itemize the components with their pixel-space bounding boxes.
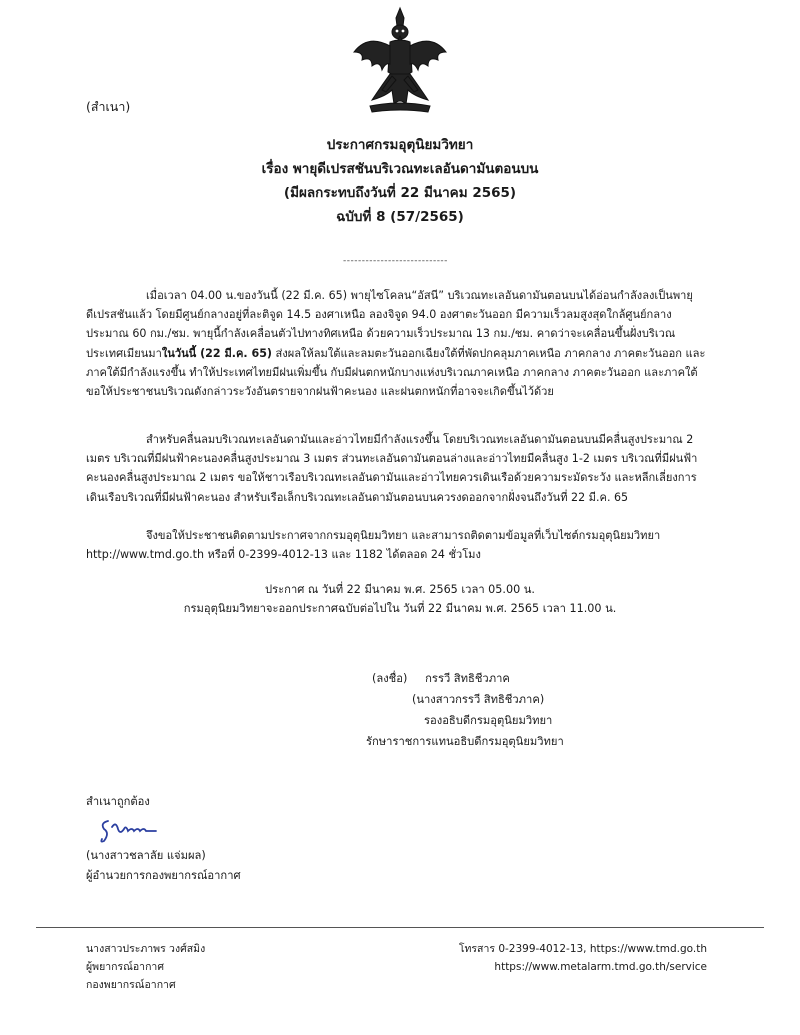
handwritten-signature-icon — [98, 817, 158, 845]
paragraph-line: คะนองคลื่นสูงประมาณ 2 เมตร ขอให้ชาวเรือบริเวณทะเลอันดามันและอ่าวไทยควรเดินเรือด้วยความระมัดระวัง และหลีกเลี่ยงการ — [86, 471, 697, 485]
signatory-block — [0, 668, 800, 752]
paragraph-line: ดีเปรสชันแล้ว โดยมีศูนย์กลางอยู่ที่ละติจูด 14.5 องศาเหนือ ลองจิจูด 94.0 องศาตะวันออก มีความเร็วลมสูงสุดใกล้ศูนย์กลาง — [86, 308, 672, 322]
paragraph-line: จึงขอให้ประชาชนติดตามประกาศจากกรมอุตุนิยมวิทยา และสามารถติดตามข้อมูลที่เว็บไซต์กรมอุตุนิยมวิทยา — [146, 529, 661, 542]
signatory-acting-position: รักษาราชการแทนอธิบดีกรมอุตุนิยมวิทยา — [366, 735, 564, 748]
paragraph-line: เมื่อเวลา 04.00 น.ของวันนี้ (22 มี.ค. 65) พายุไซโคลน“อัสนี” บริเวณทะเลอันดามันตอนบนได้อ่อนกำลังลงเป็นพายุ — [146, 289, 693, 302]
certified-copy-label: สำเนาถูกต้อง — [86, 795, 150, 808]
footer-forecaster — [86, 940, 205, 994]
signatory-position: รองอธิบดีกรมอุตุนิยมวิทยา — [424, 714, 553, 727]
paragraph-line: ประมาณ 60 กม./ชม. พายุนี้กำลังเคลื่อนตัวไปทางทิศเหนือ ด้วยความเร็วประมาณ 13 กม./ชม. คาดว่าจะเคลื่อนขึ้นฝั่งบริเวณ — [86, 327, 676, 341]
paragraph-line: http://www.tmd.go.th หรือที่ 0-2399-4012-13 และ 1182 ได้ตลอด 24 ชั่วโมง — [86, 548, 481, 562]
title-subject: เรื่อง พายุดีเปรสชันบริเวณทะเลอันดามันตอนบน — [261, 161, 539, 177]
paragraph-line: ภาคใต้มีกำลังแรงขึ้น ทำให้ประเทศไทยมีฝนเพิ่มขึ้น กับมีฝนตกหนักบางแห่งบริเวณภาคเหนือ ภาคกลาง ภาคตะวันออก และภาคใต้ — [86, 365, 698, 379]
footer-left-line: นางสาวประภาพร วงศ์สมิง — [86, 943, 206, 955]
title-agency: ประกาศกรมอุตุนิยมวิทยา — [326, 137, 474, 153]
footer-left-line: กองพยากรณ์อากาศ — [86, 979, 176, 991]
paragraph-storm-status — [86, 286, 712, 401]
announced-date: ประกาศ ณ วันที่ 22 มีนาคม พ.ศ. 2565 เวลา 05.00 น. — [265, 583, 535, 596]
bold-date: ในวันนี้ (22 มี.ค. 65) — [161, 346, 273, 360]
footer-left-line: ผู้พยากรณ์อากาศ — [86, 961, 164, 973]
footer-fax-website: โทรสาร 0-2399-4012-13, https://www.tmd.go.th — [458, 943, 707, 955]
paragraph-line: ขอให้ประชาชนบริเวณดังกล่าวระวังอันตรายจากฝนฟ้าคะนอง และฝนตกหนักที่อาจจะเกิดขึ้นไว้ด้วย — [86, 385, 554, 399]
next-announcement-date: กรมอุตุนิยมวิทยาจะออกประกาศฉบับต่อไปใน วันที่ 22 มีนาคม พ.ศ. 2565 เวลา 11.00 น. — [183, 602, 617, 615]
paragraph-follow-updates — [86, 526, 712, 564]
footer-contact — [459, 940, 707, 976]
certifier-name: (นางสาวชลาลัย แจ่มผล) — [86, 849, 206, 862]
title-issue-number: ฉบับที่ 8 (57/2565) — [336, 209, 464, 225]
garuda-emblem-icon — [350, 6, 450, 116]
paragraph-line: เมตร บริเวณที่มีฝนฟ้าคะนองคลื่นสูงประมาณ 3 เมตร ส่วนทะเลอันดามันตอนล่างและอ่าวไทยมีคลื่นสูง 1-2 เมตร บริเวณที่มีฝนฟ้า — [86, 452, 698, 466]
title-effect: (มีผลกระทบถึงวันที่ 22 มีนาคม 2565) — [283, 185, 517, 201]
copy-label: (สำเนา) — [86, 99, 131, 114]
certifier-position: ผู้อำนวยการกองพยากรณ์อากาศ — [86, 869, 241, 882]
paragraph-line: สำหรับคลื่นลมบริเวณทะเลอันดามันและอ่าวไทยมีกำลังแรงขึ้น โดยบริเวณทะเลอันดามันตอนบนมีคลื่นสูงประมาณ 2 — [146, 433, 694, 446]
paragraph-line: เดินเรือบริเวณที่มีฝนฟ้าคะนอง สำหรับเรือเล็กบริเวณทะเลอันดามันตอนบนควรงดออกจากฝั่งจนถึงวันที่ 22 มี.ค. 65 — [86, 490, 629, 504]
certifier-block — [86, 846, 241, 886]
paragraph-line: ประเทศเมียนมาในวันนี้ (22 มี.ค. 65) ส่งผลให้ลมใต้และลมตะวันออกเฉียงใต้ที่พัดปกคลุมภาคเหนือ ภาคกลาง ภาคตะวันออก และ — [86, 346, 706, 360]
signatory-full-name: (นางสาวกรรวี สิทธิชีวภาค) — [412, 693, 545, 706]
announcement-dates — [0, 580, 800, 618]
footer-service-url: https://www.metalarm.tmd.go.th/service — [494, 961, 707, 973]
signatory-signed-line: (ลงชื่อ) กรรวี สิทธิชีวภาค — [372, 672, 510, 685]
announcement-title — [0, 133, 800, 229]
paragraph-sea-conditions — [86, 430, 712, 507]
footer-divider — [36, 927, 764, 928]
title-divider: ---------------------------- — [343, 256, 448, 266]
